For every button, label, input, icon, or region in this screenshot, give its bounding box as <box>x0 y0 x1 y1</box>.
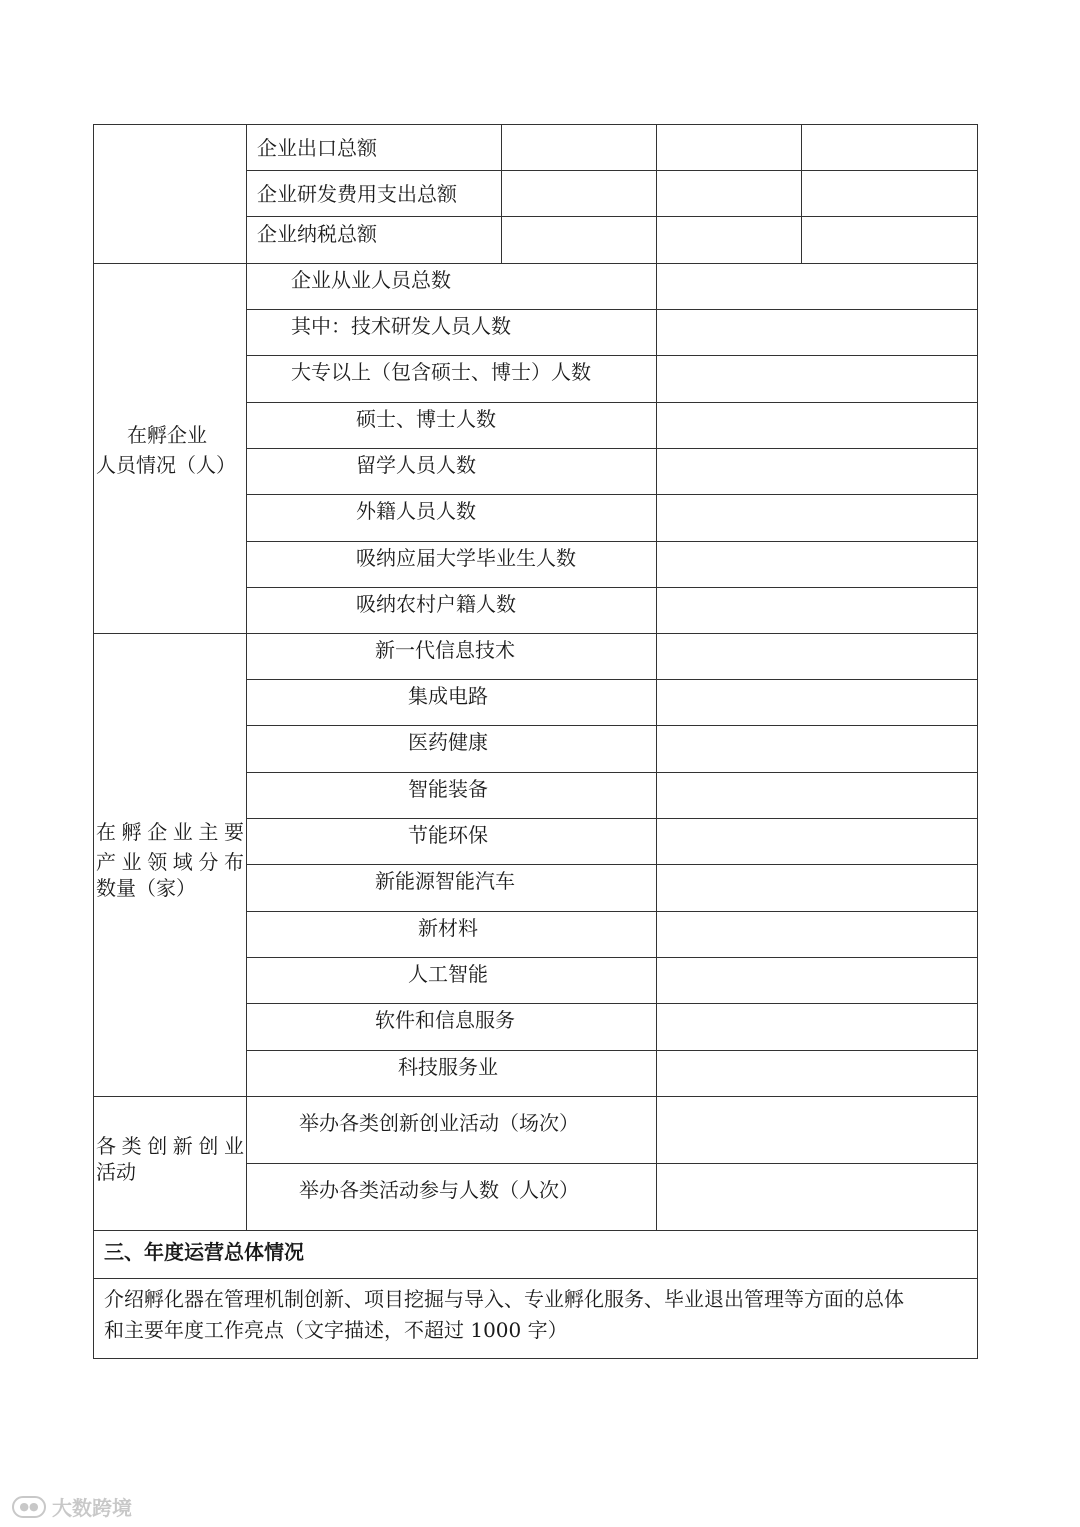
table-cell[interactable] <box>656 1050 978 1097</box>
activities-category-label-1 <box>96 1130 244 1159</box>
industry-category-label-2 <box>96 846 244 875</box>
finance-category-cell <box>93 124 247 264</box>
char: 要 <box>223 820 244 844</box>
table-cell[interactable] <box>656 957 978 1004</box>
char: 各 <box>96 1134 116 1158</box>
char: 企 <box>147 820 168 844</box>
table-cell[interactable] <box>501 216 657 264</box>
row-label-energy-saving: 节能环保 <box>408 823 488 847</box>
table-cell[interactable] <box>656 541 978 588</box>
table-cell[interactable] <box>656 170 802 217</box>
personnel-category-label-2: 人员情况（人） <box>96 453 236 477</box>
personnel-category-label-1: 在孵企业 <box>127 423 207 447</box>
row-label-rd-staff: 其中：技术研发人员人数 <box>291 314 511 338</box>
table-cell[interactable] <box>656 494 978 542</box>
char: 主 <box>198 820 219 844</box>
row-label-next-gen-it: 新一代信息技术 <box>375 638 515 662</box>
row-label-master-phd: 硕士、博士人数 <box>356 407 496 431</box>
table-cell[interactable] <box>656 309 978 356</box>
row-label-fresh-graduates: 吸纳应届大学毕业生人数 <box>356 546 576 570</box>
char: 在 <box>96 820 116 844</box>
activities-category-label-2: 活动 <box>96 1160 136 1184</box>
row-label-integrated-circuit: 集成电路 <box>408 684 488 708</box>
table-cell[interactable] <box>656 587 978 634</box>
table-cell[interactable] <box>501 170 657 217</box>
row-label-pharma-health: 医药健康 <box>408 730 488 754</box>
table-cell[interactable] <box>656 124 802 171</box>
personnel-category-cell <box>93 263 247 634</box>
char: 布 <box>223 850 244 874</box>
table-cell[interactable] <box>656 1163 978 1231</box>
table-cell[interactable] <box>501 124 657 171</box>
table-cell[interactable] <box>656 263 978 310</box>
row-label-rural-hukou: 吸纳农村户籍人数 <box>356 592 516 616</box>
table-cell[interactable] <box>801 124 978 171</box>
table-cell[interactable] <box>656 772 978 819</box>
row-label-nev: 新能源智能汽车 <box>375 869 515 893</box>
char: 创 <box>198 1134 219 1158</box>
weibo-like-logo-icon: ●● <box>12 1496 46 1518</box>
row-label-tech-services: 科技服务业 <box>398 1055 498 1079</box>
table-cell[interactable] <box>656 216 802 264</box>
row-label-rd-expense: 企业研发费用支出总额 <box>257 182 457 206</box>
char: 产 <box>96 850 116 874</box>
row-label-export-total: 企业出口总额 <box>257 136 377 160</box>
row-label-smart-equipment: 智能装备 <box>408 777 488 801</box>
row-label-new-materials: 新材料 <box>418 916 478 940</box>
char: 域 <box>172 850 193 874</box>
char: 领 <box>147 850 168 874</box>
industry-category-label-3: 数量（家） <box>96 876 196 900</box>
table-cell[interactable] <box>656 355 978 403</box>
char: 分 <box>198 850 219 874</box>
char: 业 <box>121 850 142 874</box>
table-cell[interactable] <box>656 402 978 449</box>
watermark <box>12 1492 132 1521</box>
char: 新 <box>172 1134 193 1158</box>
table-cell[interactable] <box>656 448 978 495</box>
table-cell[interactable] <box>656 1003 978 1051</box>
section3-description-line1: 介绍孵化器在管理机制创新、项目挖掘与导入、专业孵化服务、毕业退出管理等方面的总体 <box>104 1287 904 1311</box>
row-label-tax-total: 企业纳税总额 <box>257 222 377 246</box>
row-label-software: 软件和信息服务 <box>375 1008 515 1032</box>
row-label-foreign-staff: 外籍人员人数 <box>356 499 476 523</box>
table-cell[interactable] <box>656 725 978 773</box>
row-label-ai: 人工智能 <box>408 962 488 986</box>
char: 创 <box>147 1134 168 1158</box>
char: 类 <box>121 1134 142 1158</box>
row-label-total-employees: 企业从业人员总数 <box>291 268 451 292</box>
table-cell[interactable] <box>656 864 978 912</box>
section3-description-line2: 和主要年度工作亮点（文字描述，不超过 1000 字） <box>104 1318 568 1342</box>
table-cell[interactable] <box>656 818 978 865</box>
char: 孵 <box>121 820 142 844</box>
industry-category-label-1 <box>96 816 244 845</box>
row-label-college-degree: 大专以上（包含硕士、博士）人数 <box>291 360 591 384</box>
table-cell[interactable] <box>656 1096 978 1164</box>
char: 业 <box>223 1134 244 1158</box>
watermark-text: 大数跨境 <box>52 1496 132 1520</box>
row-label-events-count: 举办各类创新创业活动（场次） <box>299 1111 579 1135</box>
table-cell[interactable] <box>656 679 978 726</box>
table-cell[interactable] <box>801 170 978 217</box>
row-label-returnees: 留学人员人数 <box>356 453 476 477</box>
row-label-participants: 举办各类活动参与人数（人次） <box>299 1178 579 1202</box>
table-cell[interactable] <box>656 633 978 680</box>
table-cell[interactable] <box>656 911 978 958</box>
section3-heading: 三、年度运营总体情况 <box>104 1240 304 1264</box>
char: 业 <box>172 820 193 844</box>
table-cell[interactable] <box>801 216 978 264</box>
